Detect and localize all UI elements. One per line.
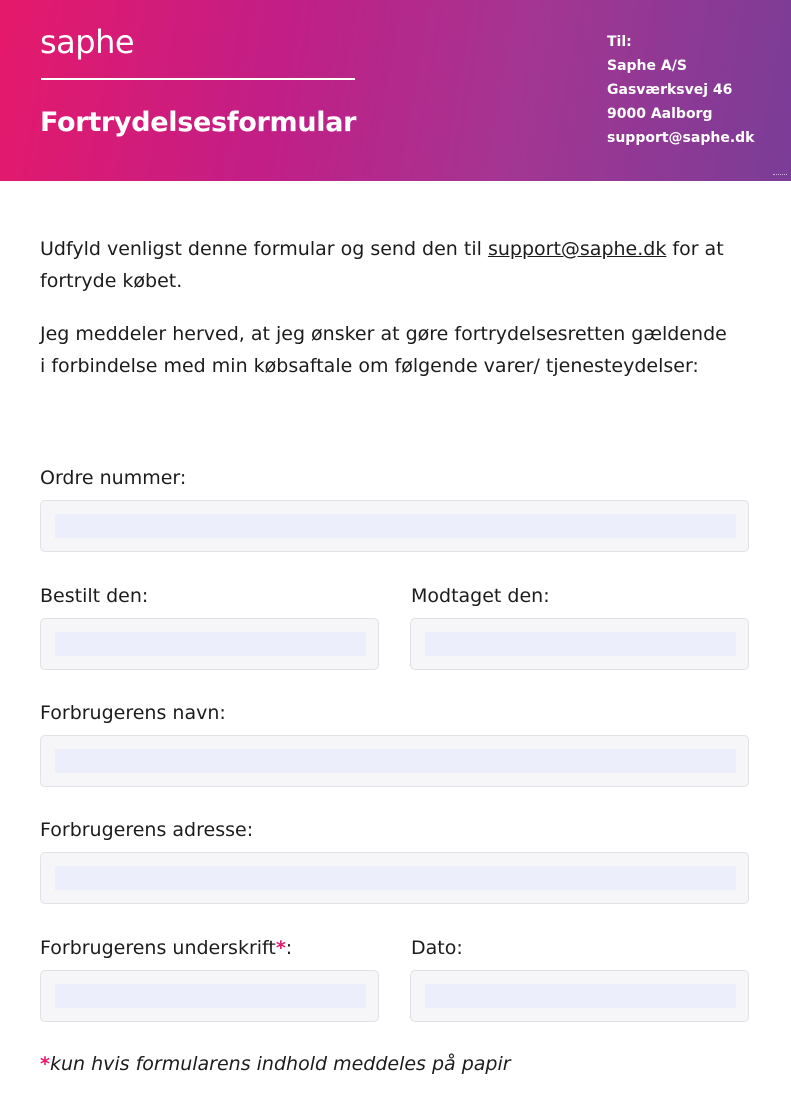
recipient-email: support@saphe.dk <box>607 130 755 146</box>
received-on-input[interactable] <box>425 632 736 656</box>
footnote <box>40 1050 511 1078</box>
consumer-name-input[interactable] <box>55 749 736 773</box>
header-banner <box>0 0 791 181</box>
ordered-on-input[interactable] <box>55 632 366 656</box>
date-input[interactable] <box>425 984 736 1008</box>
header-divider <box>41 78 355 80</box>
date-label: Dato: <box>411 937 463 959</box>
corner-decoration <box>773 174 787 179</box>
consumer-address-label: Forbrugerens adresse: <box>40 819 254 841</box>
intro-text-after: for at fortryde købet. <box>40 238 724 292</box>
recipient-address <box>607 30 754 150</box>
consumer-address-field <box>40 852 749 904</box>
consumer-name-label: Forbrugerens navn: <box>40 702 226 724</box>
consumer-signature-input[interactable] <box>55 984 366 1008</box>
ordered-on-field <box>40 618 379 670</box>
received-on-label: Modtaget den: <box>411 585 550 607</box>
consumer-address-input[interactable] <box>55 866 736 890</box>
date-field <box>410 970 749 1022</box>
consumer-signature-label <box>40 936 292 960</box>
recipient-city: 9000 Aalborg <box>607 106 713 122</box>
declaration-paragraph: Jeg meddeler herved, at jeg ønsker at gøre fortrydelsesretten gældende i forbindelse med min købsaftale om følgende varer/ tjenesteydelser: <box>40 323 727 377</box>
page-title: Fortrydelsesformular <box>40 107 357 138</box>
order-number-field <box>40 500 749 552</box>
consumer-signature-field <box>40 970 379 1022</box>
footnote-marker: * <box>40 1053 50 1075</box>
intro-text-before: Udfyld venligst denne formular og send den til <box>40 238 488 260</box>
order-number-input[interactable] <box>55 514 736 538</box>
recipient-street: Gasværksvej 46 <box>607 82 733 98</box>
intro-paragraph <box>40 233 752 297</box>
order-number-label: Ordre nummer: <box>40 467 187 489</box>
saphe-logo: saphe <box>40 23 135 61</box>
received-on-field <box>410 618 749 670</box>
support-email-link[interactable]: support@saphe.dk <box>487 238 667 260</box>
consumer-name-field <box>40 735 749 787</box>
signature-label-text: Forbrugerens underskrift <box>40 937 276 959</box>
ordered-on-label: Bestilt den: <box>40 585 149 607</box>
required-marker: * <box>275 937 286 959</box>
footnote-text: kun hvis formularens indhold meddeles på papir <box>49 1053 511 1075</box>
signature-label-colon: : <box>285 937 293 959</box>
recipient-name: Saphe A/S <box>607 58 687 74</box>
recipient-label: Til: <box>607 34 632 50</box>
